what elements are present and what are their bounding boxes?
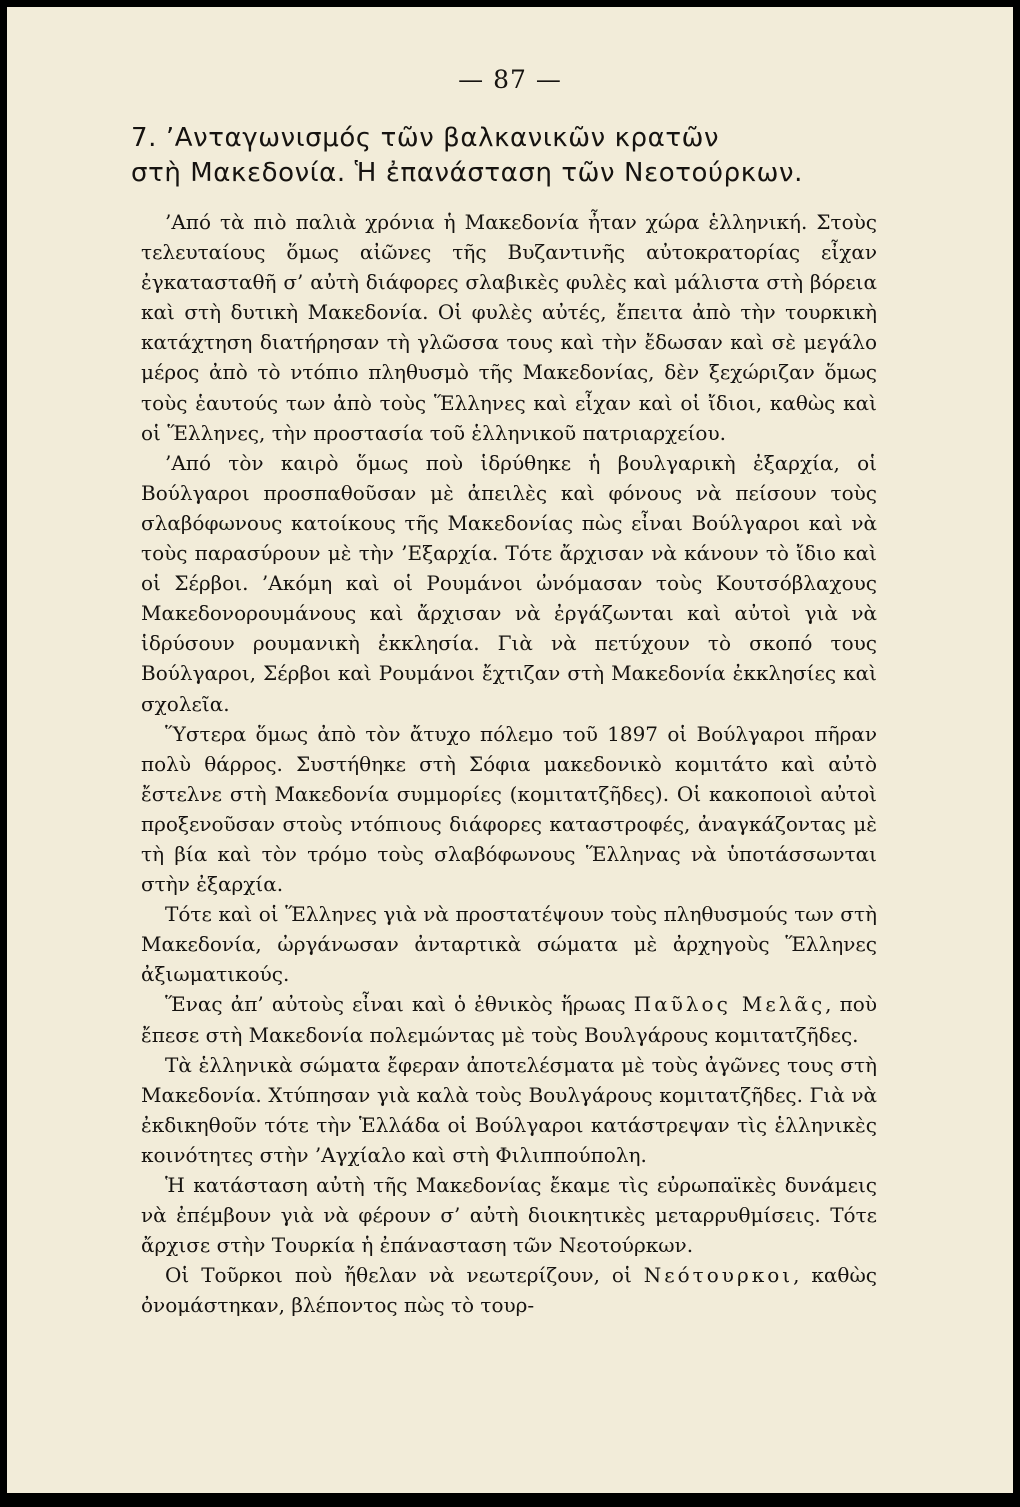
page-number: — 87 — [458,65,562,94]
hero-name: Παῦλος Μελᾶς [633,992,826,1017]
paragraph-6: Τὰ ἑλληνικὰ σώματα ἔφεραν ἀποτελέσματα μὲ τοὺς ἀγῶνες τους στὴ Μακεδονία. Χτύπησαν γιὰ καλὰ τοὺς Βουλγάρους κομιτατζῆδες. Γιὰ νὰ ἐκδικηθοῦν τότε τὴν Ἑλλάδα οἱ Βούλγαροι κατάστρεψαν τὶς ἑλληνικὲς κοινότητες στὴν ’Αγχίαλο καὶ στὴ Φιλιππούπολη. [141,1052,877,1167]
chapter-title-line-2: στὴ Μακεδονία. Ἡ ἐπανάσταση τῶν Νεοτούρκων. [131,158,804,188]
paragraph-8 [141,1260,877,1320]
paragraph-5-end: , ποὺ ἔπεσε στὴ Μακεδονία πολεμώντας μὲ τοὺς Βουλγάρους κομιτατζῆδες. [141,992,878,1047]
paragraph-8-start: Οἱ Τοῦρκοι ποὺ ἤθελαν νὰ νεωτερίζουν, οἱ [165,1263,644,1288]
paragraph-3: Ὕστερα ὅμως ἀπὸ τὸν ἄτυχο πόλεμο τοῦ 1897 οἱ Βούλγαροι πῆραν πολὺ θάρρος. Συστήθηκε στὴ Σόφια μακεδονικὸ κομιτάτο καὶ αὐτὸ ἔστελνε στὴ Μακεδονία συμμορίες (κομιτατζῆδες). Οἱ κακοποιοὶ αὐτοὶ προξενοῦσαν στοὺς ντόπιους διάφορες καταστροφές, ἀναγκάζοντας μὲ τὴ βία καὶ τὸν τρόμο τοὺς σλαβόφωνους Ἕλληνας νὰ ὑποτάσσωνται στὴν ἐξαρχία. [141,721,877,897]
body-text [141,207,877,1320]
paragraph-5-start: Ἕνας ἀπ’ αὐτοὺς εἶναι καὶ ὁ ἐθνικὸς ἥρωας [165,992,634,1017]
paragraph-2: ’Από τὸν καιρὸ ὅμως ποὺ ἱδρύθηκε ἡ βουλγαρικὴ ἐξαρχία, οἱ Βούλγαροι προσπαθοῦσαν μὲ ἀπειλὲς καὶ φόνους νὰ πείσουν τοὺς σλαβόφωνους κατοίκους τῆς Μακεδονίας πὼς εἶναι Βούλγαροι καὶ νὰ τοὺς παρασύρουν μὲ τὴν ’Εξαρχία. Τότε ἄρχισαν νὰ κάνουν τὸ ἴδιο καὶ οἱ Σέρβοι. ’Ακόμη καὶ οἱ Ρουμάνοι ὠνόμασαν τοὺς Κουτσόβλαχους Μακεδονορουμάνους καὶ ἄρχισαν νὰ ἐργάζωνται καὶ αὐτοὶ γιὰ νὰ ἱδρύσουν ρουμανικὴ ἐκκλησία. Γιὰ νὰ πετύχουν τὸ σκοπό τους Βούλγαροι, Σέρβοι καὶ Ρουμάνοι ἔχτιζαν στὴ Μακεδονία ἐκκλησίες καὶ σχολεῖα. [141,450,877,716]
book-page [7,7,1013,1493]
paragraph-4: Τότε καὶ οἱ Ἕλληνες γιὰ νὰ προστατέψουν τοὺς πληθυσμούς των στὴ Μακεδονία, ὠργάνωσαν ἀνταρτικὰ σώματα μὲ ἀρχηγοὺς Ἕλληνες ἀξιωματικούς. [141,902,877,987]
neoturks-term: Νεότουρκοι [643,1263,794,1288]
paragraph-5 [141,989,877,1049]
chapter-title-line-1: 7. ’Ανταγωνισμός τῶν βαλκανικῶν κρατῶν [131,123,720,153]
paragraph-7: Ἡ κατάσταση αὐτὴ τῆς Μακεδονίας ἔκαμε τὶς εὐρωπαϊκὲς δυνάμεις νὰ ἐπέμβουν γιὰ νὰ φέρουν σ’ αὐτὴ διοικητικὲς μεταρρυθμίσεις. Τότε ἄρχισε στὴν Τουρκία ἡ ἐπάνασταση τῶν Νεοτούρκων. [141,1173,877,1258]
chapter-title [131,121,911,191]
paragraph-8-end: , καθὼς ὀνομάστηκαν, βλέποντος πὼς τὸ τουρ- [141,1263,877,1318]
paragraph-1: ’Από τὰ πιὸ παλιὰ χρόνια ἡ Μακεδονία ἦταν χώρα ἑλληνική. Στοὺς τελευταίους ὅμως αἰῶνες τῆς Βυζαντινῆς αὐτοκρατορίας εἶχαν ἐγκατασταθῆ σ’ αὐτὴ διάφορες σλαβικὲς φυλὲς καὶ μάλιστα στὴ βόρεια καὶ στὴ δυτικὴ Μακεδονία. Οἱ φυλὲς αὐτές, ἔπειτα ἀπὸ τὴν τουρκικὴ κατάχτηση διατήρησαν τὴ γλῶσσα τους καὶ τὴν ἔδωσαν καὶ σὲ μεγάλο μέρος ἀπὸ τὸ ντόπιο πληθυσμὸ τῆς Μακεδονίας, δὲν ξεχώριζαν ὅμως τοὺς ἑαυτούς των ἀπὸ τοὺς Ἕλληνες καὶ εἶχαν καὶ οἱ ἴδιοι, καθὼς καὶ οἱ Ἕλληνες, τὴν προστασία τοῦ ἑλληνικοῦ πατριαρχείου. [141,210,877,445]
